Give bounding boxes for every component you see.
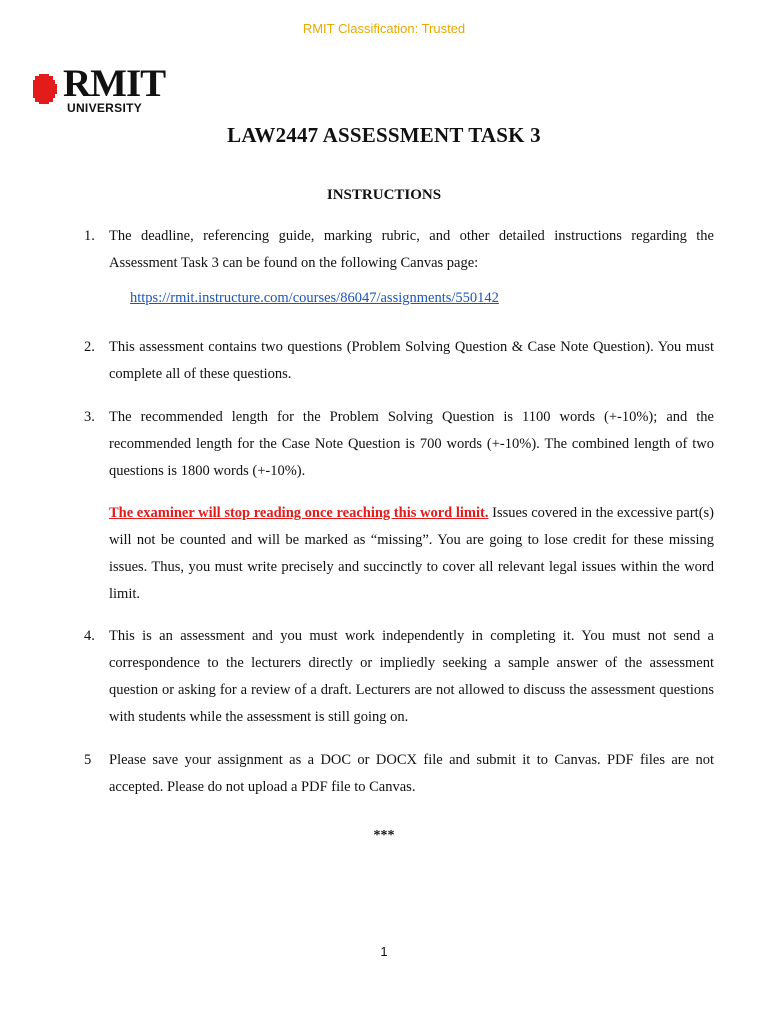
item-text: This assessment contains two questions (Problem Solving Question & Case Note Question). You must complete all of these questions. bbox=[109, 339, 714, 382]
logo-wordmark: RMIT bbox=[63, 62, 166, 105]
instructions-heading: INSTRUCTIONS bbox=[326, 187, 442, 203]
rmit-pixel-mark-icon bbox=[33, 74, 63, 104]
word-limit-warning: The examiner will stop reading once reaching this word limit. bbox=[109, 505, 489, 521]
item-text: Please save your assignment as a DOC or DOCX file and submit it to Canvas. PDF files are not accepted. Please do not upload a PDF file to Canvas. bbox=[109, 752, 714, 795]
canvas-page-link[interactable]: https://rmit.instructure.com/courses/86047/assignments/550142 bbox=[130, 290, 499, 306]
instruction-item-3 bbox=[86, 404, 714, 608]
item-number: 3. bbox=[84, 409, 95, 425]
document-title: LAW2447 ASSESSMENT TASK 3 bbox=[227, 123, 541, 147]
instruction-item-2 bbox=[86, 334, 714, 388]
item-number: 4. bbox=[84, 628, 95, 644]
item-text: This is an assessment and you must work independently in completing it. You must not send a correspondence to the lecturers directly or impliedly seeking a sample answer of the assessment question or asking for a review of a draft. Lecturers are not allowed to discuss the assessment questions with students while the assessment is still going on. bbox=[109, 628, 714, 725]
item-number: 5 bbox=[84, 752, 92, 768]
page-number: 1 bbox=[380, 944, 388, 959]
item-text: The recommended length for the Problem Solving Question is 1100 words (+-10%); and the recommended length for the Case Note Question is 700 words (+-10%). The combined length of two questions is 1800 words (+-10%). bbox=[109, 409, 714, 479]
item-number: 2. bbox=[84, 339, 95, 355]
logo-subtitle: UNIVERSITY bbox=[67, 101, 143, 115]
instruction-item-5 bbox=[86, 747, 714, 801]
word-limit-text: Issues covered in the excessive part(s) will not be counted and will be marked as “missing”. You are going to lose credit for these missing issues. Thus, you must write precisely and succinctly to cover all relevant legal issues within the word limit. bbox=[109, 505, 714, 602]
classification-label: RMIT Classification: Trusted bbox=[302, 21, 466, 36]
word-limit-paragraph bbox=[109, 500, 714, 608]
item-number: 1. bbox=[84, 228, 95, 244]
rmit-logo bbox=[33, 62, 173, 122]
instruction-item-1 bbox=[86, 223, 714, 277]
section-separator: *** bbox=[373, 828, 395, 843]
instruction-item-4 bbox=[86, 623, 714, 731]
item-text: The deadline, referencing guide, marking rubric, and other detailed instructions regarding the Assessment Task 3 can be found on the following Canvas page: bbox=[109, 228, 714, 271]
